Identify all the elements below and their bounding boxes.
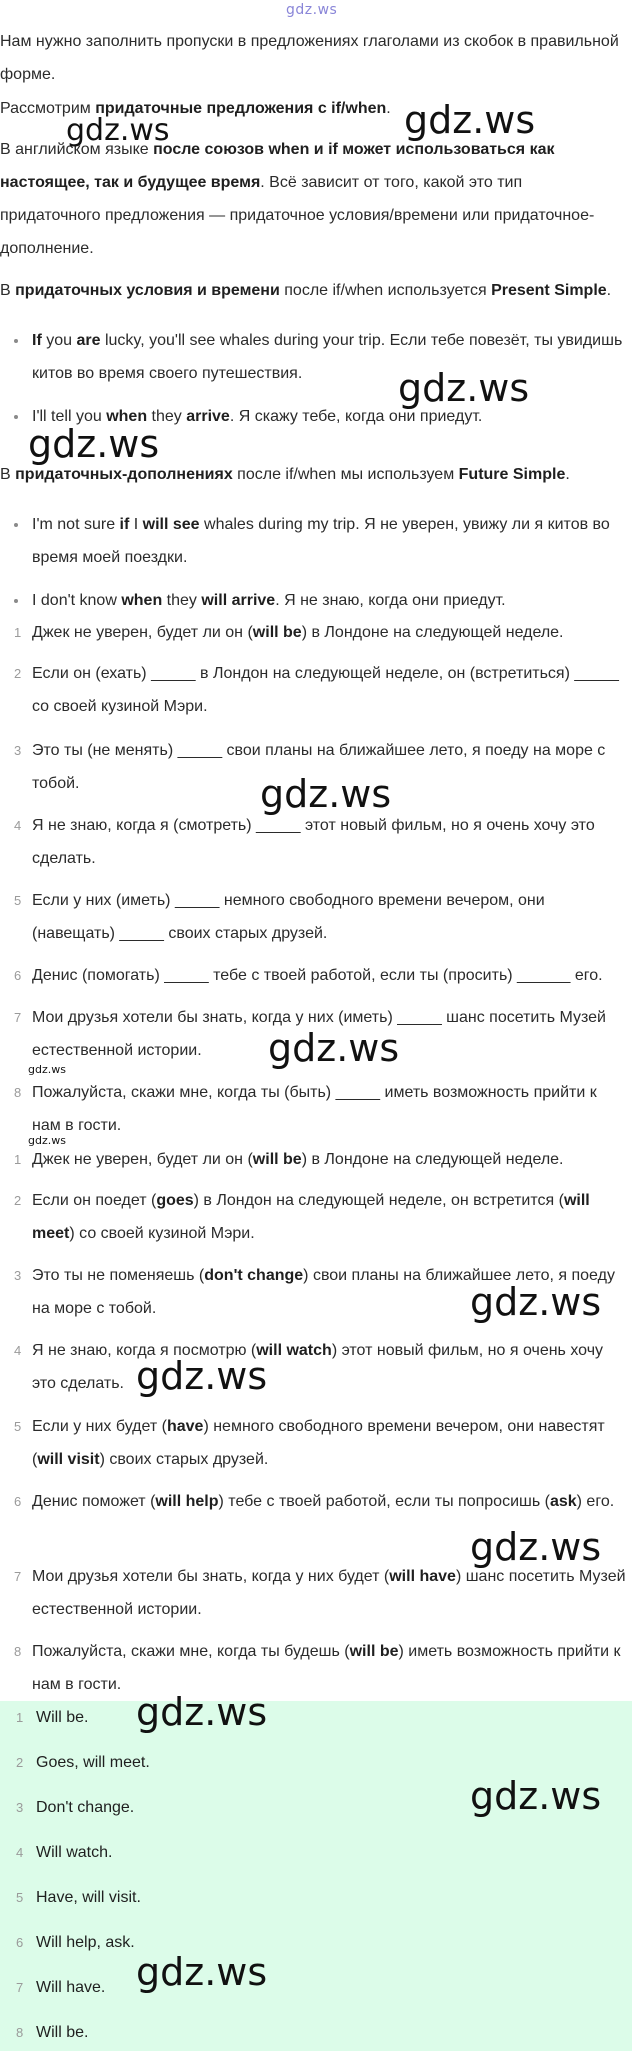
exercise-number: 7	[14, 1010, 22, 1025]
solution-number: 4	[14, 1343, 22, 1358]
watermark: gdz.ws	[404, 98, 536, 142]
intro-rule: В английском языке после союзов when и if может использоваться как настоящее, так и будущее время. Всё зависит от того, какой это тип придаточного предложения — придаточное условия/времени или придаточное-дополнение.	[0, 141, 595, 257]
watermark: gdz.ws	[260, 772, 392, 816]
solution-item: Я не знаю, когда я посмотрю (will watch) этот новый фильм, но я очень хочу это сделать.	[32, 1342, 604, 1392]
exercise-number: 5	[14, 893, 22, 908]
answer-number: 2	[16, 1755, 24, 1770]
solution-number: 7	[14, 1569, 22, 1584]
exercise-item: Денис (помогать) _____ тебе с твоей работой, если ты (просить) ______ его.	[32, 967, 603, 984]
answer-number: 8	[16, 2025, 24, 2040]
exercise-item: Это ты (не менять) _____ свои планы на ближайшее лето, я поеду на море с тобой.	[32, 742, 606, 792]
answer-item: Will be.	[36, 2024, 89, 2041]
solution-number: 5	[14, 1419, 22, 1434]
solution-item: Это ты не поменяешь (don't change) свои планы на ближайшее лето, я поеду на море с тобой.	[32, 1267, 615, 1317]
solution-item: Если он поедет (goes) в Лондон на следующей неделе, он встретится (will meet) со своей кузиной Мэри.	[32, 1192, 590, 1242]
watermark: gdz.ws	[136, 1690, 268, 1734]
intro-condition-rule: В придаточных условия и времени после if/when используется Present Simple.	[0, 282, 612, 299]
watermark: gdz.ws	[136, 1354, 268, 1398]
example-bullet: I'll tell you when they arrive. Я скажу тебе, когда они приедут.	[32, 400, 626, 433]
watermark: gdz.ws	[136, 1950, 268, 1994]
solution-item: Пожалуйста, скажи мне, когда ты будешь (will be) иметь возможность прийти к нам в гости.	[32, 1643, 621, 1693]
exercise-item: Если он (ехать) _____ в Лондон на следующей неделе, он (встретиться) _____ со своей кузиной Мэри.	[32, 665, 619, 715]
solution-number: 2	[14, 1193, 22, 1208]
answer-item: Will watch.	[36, 1844, 113, 1861]
answer-number: 6	[16, 1935, 24, 1950]
watermark: gdz.ws	[268, 1026, 400, 1070]
example-bullet: I'm not sure if I will see whales during my trip. Я не уверен, увижу ли я китов во время моей поездки.	[32, 508, 626, 574]
answer-number: 7	[16, 1980, 24, 1995]
solution-number: 1	[14, 1152, 22, 1167]
watermark: gdz.ws	[66, 113, 170, 148]
exercise-item: Пожалуйста, скажи мне, когда ты (быть) _____ иметь возможность прийти к нам в гости.	[32, 1084, 597, 1134]
answer-item: Don't change.	[36, 1799, 135, 1816]
watermark: gdz.ws	[28, 422, 160, 466]
exercise-number: 4	[14, 818, 22, 833]
solution-number: 6	[14, 1494, 22, 1509]
exercise-number: 2	[14, 666, 22, 681]
exercise-number: 1	[14, 625, 22, 640]
exercise-item: Джек не уверен, будет ли он (will be) в Лондоне на следующей неделе.	[32, 624, 564, 641]
example-bullet: If you are lucky, you'll see whales during your trip. Если тебе повезёт, ты увидишь китов во время своего путешествия.	[32, 324, 626, 390]
watermark: gdz.ws	[28, 1063, 66, 1076]
object-clause-rule: В придаточных-дополнениях после if/when мы используем Future Simple.	[0, 466, 570, 483]
solution-item: Мои друзья хотели бы знать, когда у них будет (will have) шанс посетить Музей естественной истории.	[32, 1568, 626, 1618]
answer-item: Goes, will meet.	[36, 1754, 150, 1771]
solution-item: Денис поможет (will help) тебе с твоей работой, если ты попросишь (ask) его.	[32, 1493, 615, 1510]
answer-item: Will be.	[36, 1709, 89, 1726]
answer-item: Will have.	[36, 1979, 106, 1996]
example-bullet: I don't know when they will arrive. Я не знаю, когда они приедут.	[32, 584, 626, 617]
solution-item: Если у них будет (have) немного свободного времени вечером, они навестят (will visit) своих старых друзей.	[32, 1418, 605, 1468]
watermark: gdz.ws	[470, 1525, 602, 1569]
exercise-item: Если у них (иметь) _____ немного свободного времени вечером, они (навещать) _____ своих старых друзей.	[32, 892, 545, 942]
watermark: gdz.ws	[28, 1134, 66, 1147]
solution-number: 8	[14, 1644, 22, 1659]
answer-number: 3	[16, 1800, 24, 1815]
exercise-item: Я не знаю, когда я (смотреть) _____ этот новый фильм, но я очень хочу это сделать.	[32, 817, 595, 867]
answer-item: Will help, ask.	[36, 1934, 135, 1951]
exercise-item: Мои друзья хотели бы знать, когда у них (иметь) _____ шанс посетить Музей естественной истории.	[32, 1009, 606, 1059]
watermark: gdz.ws	[470, 1774, 602, 1818]
watermark: gdz.ws	[398, 366, 530, 410]
exercise-number: 3	[14, 743, 22, 758]
answer-number: 5	[16, 1890, 24, 1905]
answer-item: Have, will visit.	[36, 1889, 141, 1906]
solution-number: 3	[14, 1268, 22, 1283]
answer-number: 1	[16, 1710, 24, 1725]
exercise-number: 8	[14, 1085, 22, 1100]
intro-task: Нам нужно заполнить пропуски в предложениях глаголами из скобок в правильной форме.	[0, 33, 619, 83]
exercise-number: 6	[14, 968, 22, 983]
site-logo[interactable]: gdz.ws	[286, 2, 338, 18]
solution-item: Джек не уверен, будет ли он (will be) в Лондоне на следующей неделе.	[32, 1151, 564, 1168]
answer-number: 4	[16, 1845, 24, 1860]
intro-consider: Рассмотрим придаточные предложения с if/when.	[0, 100, 391, 117]
watermark: gdz.ws	[470, 1280, 602, 1324]
